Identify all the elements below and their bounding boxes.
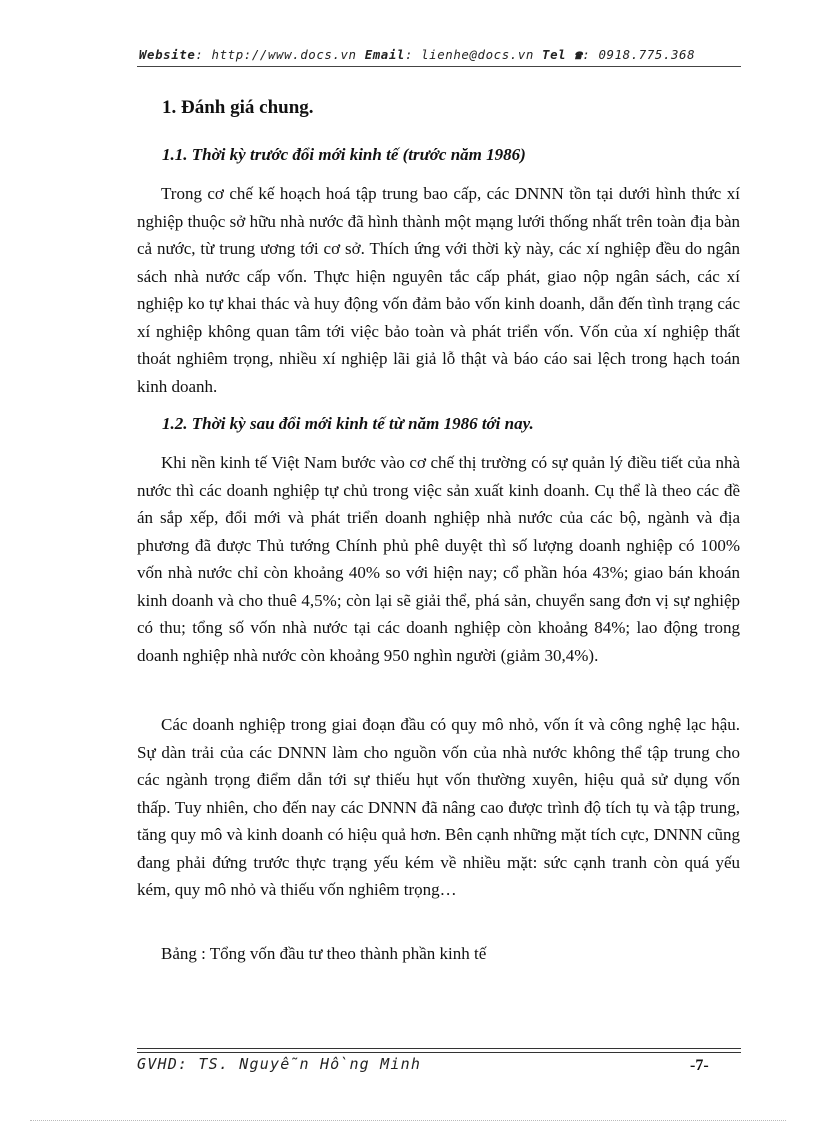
- section-1-2-paragraph-2: Các doanh nghiệp trong giai đoạn đầu có quy mô nhỏ, vốn ít và công nghệ lạc hậu. Sự dàn trải của các DNNN làm cho nguồn vốn của nhà nước không thể tập trung cho các ngành trọng điểm dẫn tới sự thiếu hụt vốn thường xuyên, hiệu quả sử dụng vốn thấp. Tuy nhiên, cho đến nay các DNNN đã nâng cao được trình độ tích tụ và tập trung, tăng quy mô và kinh doanh có hiệu quả hơn. Bên cạnh những mặt tích cực, DNNN cũng đang phải đứng trước thực trạng yếu kém về nhiều mặt: sức cạnh tranh còn quá yếu kém, quy mô nhỏ và thiếu vốn nghiêm trọng…: [137, 715, 740, 899]
- email-value: : lienhe@docs.vn: [405, 47, 534, 62]
- footer-advisor: GVHD: TS. Nguyễn Hồng Minh: [137, 1055, 422, 1073]
- phone-icon: ☎: [574, 47, 583, 62]
- page-number: -7-: [690, 1057, 709, 1074]
- page-bottom-border: [30, 1120, 786, 1121]
- header-divider: [137, 66, 741, 67]
- footer-divider-top: [137, 1048, 741, 1049]
- section-1-1-paragraph: Trong cơ chế kế hoạch hoá tập trung bao cấp, các DNNN tồn tại dưới hình thức xí nghiệp thuộc sở hữu nhà nước đã hình thành một mạng lưới thống nhất trên toàn địa bàn cả nước, từ trung ương tới cơ sở. Thích ứng với thời kỳ này, các xí nghiệp đều do ngân sách nhà nước cấp vốn. Thực hiện nguyên tắc cấp phát, giao nộp ngân sách, các xí nghiệp ko tự khai thác và huy động vốn đảm bảo vốn kinh doanh, dẫn đến tình trạng các xí nghiệp không quan tâm tới việc bảo toàn và phát triển vốn. Vốn của xí nghiệp thất thoát nghiêm trọng, nhiều xí nghiệp lãi giả lỗ thật và báo cáo sai lệch trong hạch toán kinh doanh.: [137, 184, 740, 396]
- section-1-1-title: 1.1. Thời kỳ trước đổi mới kinh tế (trước năm 1986): [162, 145, 526, 164]
- section-1-2-title: 1.2. Thời kỳ sau đổi mới kinh tế từ năm 1986 tới nay.: [162, 414, 534, 433]
- footer-divider-bottom: [137, 1052, 741, 1053]
- page-header: [139, 47, 739, 67]
- table-caption: Bảng : Tổng vốn đầu tư theo thành phần kinh tế: [161, 944, 487, 963]
- tel-value: : 0918.775.368: [582, 47, 696, 62]
- main-heading: 1. Đánh giá chung.: [162, 97, 314, 118]
- tel-label: Tel: [542, 47, 567, 62]
- section-1-2-paragraph-1: Khi nền kinh tế Việt Nam bước vào cơ chế thị trường có sự quản lý điều tiết của nhà nước thì các doanh nghiệp tự chủ trong việc sản xuất kinh doanh. Cụ thể là theo các đề án sắp xếp, đổi mới và phát triển doanh nghiệp nhà nước của các bộ, ngành và địa phương đã được Thủ tướng Chính phủ phê duyệt thì số lượng doanh nghiệp có 100% vốn nhà nước chỉ còn khoảng 40% so với hiện nay; cổ phần hóa 43%; giao bán khoán kinh doanh và cho thuê 4,5%; còn lại sẽ giải thể, phá sản, chuyển sang đơn vị sự nghiệp có thu; tổng số vốn nhà nước tại các doanh nghiệp còn khoảng 84%; lao động trong doanh nghiệp nhà nước còn khoảng 950 nghìn người (giảm 30,4%).: [137, 453, 740, 665]
- email-label: Email: [364, 47, 405, 62]
- website-label: Website: [139, 47, 196, 62]
- website-value: : http://www.docs.vn: [195, 47, 357, 62]
